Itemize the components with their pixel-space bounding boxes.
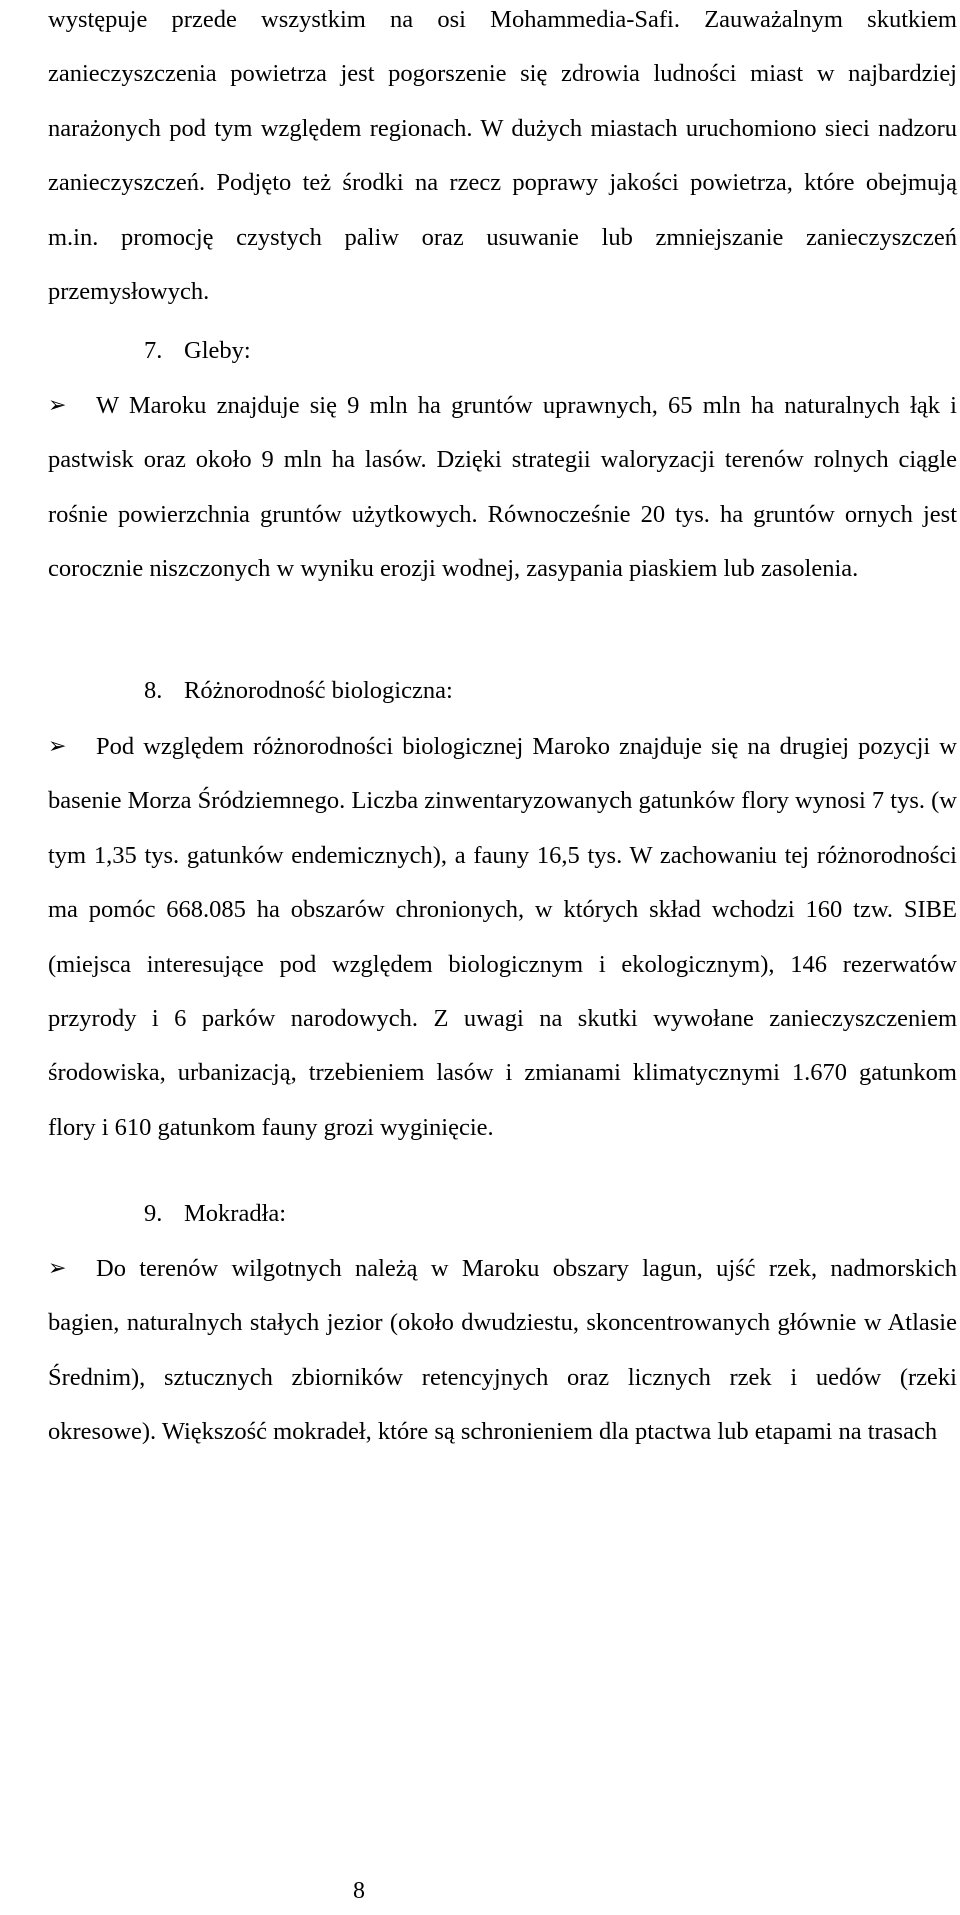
section-text: Pod względem różnorodności biologicznej Maroko znajduje się na drugiej pozycji w basenie Morza Śródziemnego. Liczba zinwentaryzowanych gatunków flory wynosi 7 tys. (w tym 1,35 tys. gatunków endemicznych), a fauny 16,5 tys. W zachowaniu tej różnorodności ma pomóc 668.085 ha obszarów chronionych, w których skład wchodzi 160 tzw. SIBE (miejsca interesujące pod względem biologicznym i ekologicznym), 146 rezerwatów przyrody i 6 parków narodowych. Z uwagi na skutki wywołane zanieczyszczeniem środowiska, urbanizacją, trzebieniem lasów i zmianami klimatycznymi 1.670 gatunkom flory i 610 gatunkom fauny grozi wyginięcie. [48,733,957,1141]
section-title: Mokradła: [184,1200,287,1227]
section-number: 8. [144,677,163,704]
section-heading-wetlands [144,1187,286,1241]
intro-paragraph: występuje przede wszystkim na osi Mohammedia-Safi. Zauważalnym skutkiem zanieczyszczenia powietrza jest pogorszenie się zdrowia ludności miast w najbardziej narażonych pod tym względem regionach. W dużych miastach uruchomiono sieci nadzoru zanieczyszczeń. Podjęto też środki na rzecz poprawy jakości powietrza, które obejmują m.in. promocję czystych paliw oraz usuwanie lub zmniejszanie zanieczyszczeń przemysłowych. [48,6,957,306]
section-text: W Maroku znajduje się 9 mln ha gruntów uprawnych, 65 mln ha naturalnych łąk i pastwisk oraz około 9 mln ha lasów. Dzięki strategii waloryzacji terenów rolnych ciągle rośnie powierzchnia gruntów użytkowych. Równocześnie 20 tys. ha gruntów ornych jest corocznie niszczonych w wyniku erozji wodnej, zasypania piaskiem lub zasolenia. [48,392,957,583]
section-number: 7. [144,337,163,364]
section-heading-biodiversity [144,664,453,718]
section-body-soils [48,379,957,597]
arrowhead-bullet-icon: ➢ [48,1256,67,1281]
page-number: 8 [353,1878,365,1904]
arrowhead-bullet-icon: ➢ [48,734,67,759]
section-title: Gleby: [184,337,251,364]
section-title: Różnorodność biologiczna: [184,677,453,704]
section-body-wetlands [48,1242,957,1460]
section-body-biodiversity [48,720,957,1155]
arrowhead-bullet-icon: ➢ [48,393,67,418]
section-text: Do terenów wilgotnych należą w Maroku obszary lagun, ujść rzek, nadmorskich bagien, naturalnych stałych jezior (około dwudziestu, skoncentrowanych głównie w Atlasie Średnim), sztucznych zbiorników retencyjnych oraz licznych rzek i uedów (rzeki okresowe). Większość mokradeł, które są schronieniem dla ptactwa lub etapami na trasach [48,1255,957,1446]
section-number: 9. [144,1200,163,1227]
section-heading-soils [144,324,251,378]
